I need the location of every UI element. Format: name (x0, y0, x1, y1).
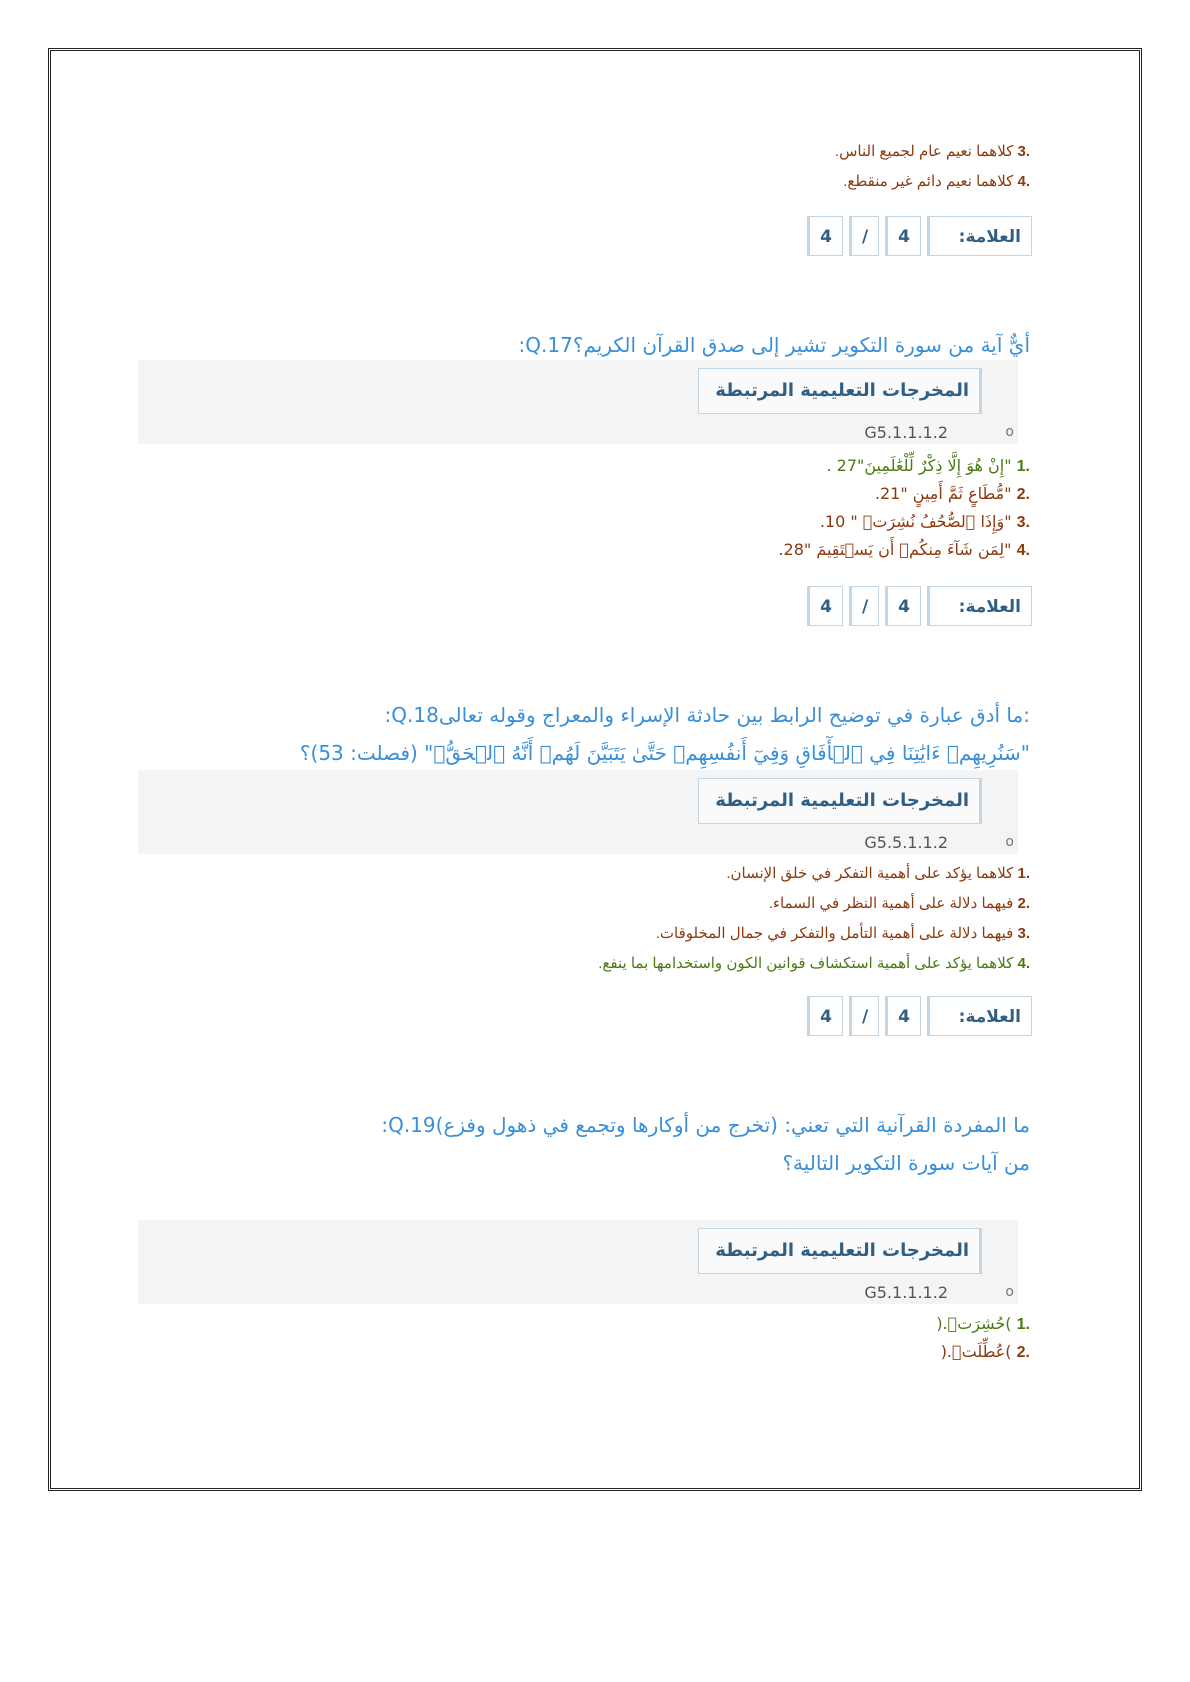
option-number: .1 (1017, 865, 1030, 882)
answer-option[interactable] (656, 922, 1030, 946)
grade-score: 4 (885, 216, 921, 256)
grade-total: 4 (807, 996, 843, 1036)
grade-box (807, 216, 1032, 256)
outcome-code: G5.1.1.1.2 (864, 423, 948, 442)
option-number: .2 (1017, 895, 1030, 912)
answer-option[interactable] (598, 952, 1030, 976)
grade-score: 4 (885, 586, 921, 626)
option-text: "إِنْ هُوَ إِلَّا ذِكْرٌ لِّلْعَٰلَمِينَ"27 . (826, 456, 1012, 475)
outcome-row (138, 828, 1018, 854)
grade-label: العلامة: (927, 586, 1032, 626)
outcomes-band (138, 1220, 1018, 1278)
option-number: .3 (1017, 143, 1030, 160)
outcome-code: G5.5.1.1.2 (864, 833, 948, 852)
grade-box (807, 996, 1032, 1036)
option-number: .4 (1017, 955, 1030, 972)
answer-option[interactable] (778, 538, 1030, 562)
option-text: كلاهما نعيم عام لجميع الناس. (834, 143, 1014, 160)
outcomes-header: المخرجات التعليمية المرتبطة (698, 1228, 982, 1274)
grade-total: 4 (807, 216, 843, 256)
option-number: .3 (1017, 925, 1030, 942)
option-number: .2 (1016, 486, 1030, 503)
option-number: .1 (1016, 1316, 1030, 1333)
option-number: .1 (1016, 458, 1030, 475)
answer-option[interactable] (843, 170, 1030, 194)
question-title-line1: :Q.18ما أدق عبارة في توضيح الرابط بين حادثة الإسراء والمعراج وقوله تعالى: (384, 703, 1030, 727)
outcomes-band (138, 770, 1018, 828)
grade-total: 4 (807, 586, 843, 626)
option-text: "وَإِذَا ٱلصُّحُفُ نُشِرَتۡ " 10. (819, 512, 1012, 531)
answer-option[interactable] (769, 892, 1030, 916)
option-text: فيهما دلالة على أهمية النظر في السماء. (768, 895, 1014, 912)
option-text: كلاهما يؤكد على أهمية استكشاف قوانين الكون واستخدامها بما ينفع. (598, 955, 1014, 972)
answer-option[interactable] (726, 862, 1030, 886)
option-number: .2 (1016, 1344, 1030, 1361)
option-number: .4 (1016, 542, 1030, 559)
grade-score: 4 (885, 996, 921, 1036)
answer-option[interactable] (826, 454, 1030, 478)
outcome-row (138, 1278, 1018, 1304)
option-text: )عُطِّلَتۡ.( (940, 1342, 1012, 1361)
outcome-code: G5.1.1.1.2 (864, 1283, 948, 1302)
bullet-icon: o (1005, 424, 1014, 440)
answer-option[interactable] (875, 482, 1030, 506)
option-text: كلاهما يؤكد على أهمية التفكر في خلق الإنسان. (726, 865, 1014, 882)
option-text: )حُشِرَتۡ.( (936, 1314, 1012, 1333)
question-title-line1: :Q.19ما المفردة القرآنية التي تعني: (تخرج من أوكارها وتجمع في ذهول وفزع) (381, 1113, 1030, 1137)
option-number: .4 (1017, 173, 1030, 190)
grade-slash: / (849, 586, 879, 626)
outcome-row (138, 418, 1018, 444)
outcomes-header: المخرجات التعليمية المرتبطة (698, 368, 982, 414)
grade-slash: / (849, 996, 879, 1036)
option-text: كلاهما نعيم دائم غير منقطع. (843, 173, 1014, 190)
answer-option[interactable] (820, 510, 1030, 534)
outcomes-band (138, 360, 1018, 418)
outcomes-header: المخرجات التعليمية المرتبطة (698, 778, 982, 824)
grade-slash: / (849, 216, 879, 256)
option-text: فيهما دلالة على أهمية التأمل والتفكر في جمال المخلوقات. (655, 925, 1014, 942)
question-title-line2: من آيات سورة التكوير التالية؟ (782, 1151, 1030, 1175)
option-number: .3 (1016, 514, 1030, 531)
question-title: :Q.17أيٌّ آية من سورة التكوير تشير إلى صدق القرآن الكريم؟ (518, 333, 1030, 357)
answer-option[interactable] (835, 140, 1030, 164)
grade-box (807, 586, 1032, 626)
bullet-icon: o (1005, 1284, 1014, 1300)
grade-label: العلامة: (927, 996, 1032, 1036)
option-text: "مُّطَاعٍ ثَمَّ أَمِينٍ "21. (874, 484, 1012, 503)
question-title-line2: "سَنُرِيهِمۡ ءَايَٰتِنَا فِي ٱلۡأٓفَاقِ وَفِيٓ أَنفُسِهِمۡ حَتَّىٰ يَتَبَيَّنَ لَهُمۡ أَنَّهُ ٱلۡحَقُّۗ" (فصلت: 53)؟ (299, 741, 1030, 765)
answer-option[interactable] (941, 1340, 1030, 1364)
option-text: "لِمَن شَآءَ مِنكُمۡ أَن يَسۡتَقِيمَ "28. (778, 540, 1012, 559)
grade-label: العلامة: (927, 216, 1032, 256)
answer-option[interactable] (936, 1312, 1030, 1336)
bullet-icon: o (1005, 834, 1014, 850)
